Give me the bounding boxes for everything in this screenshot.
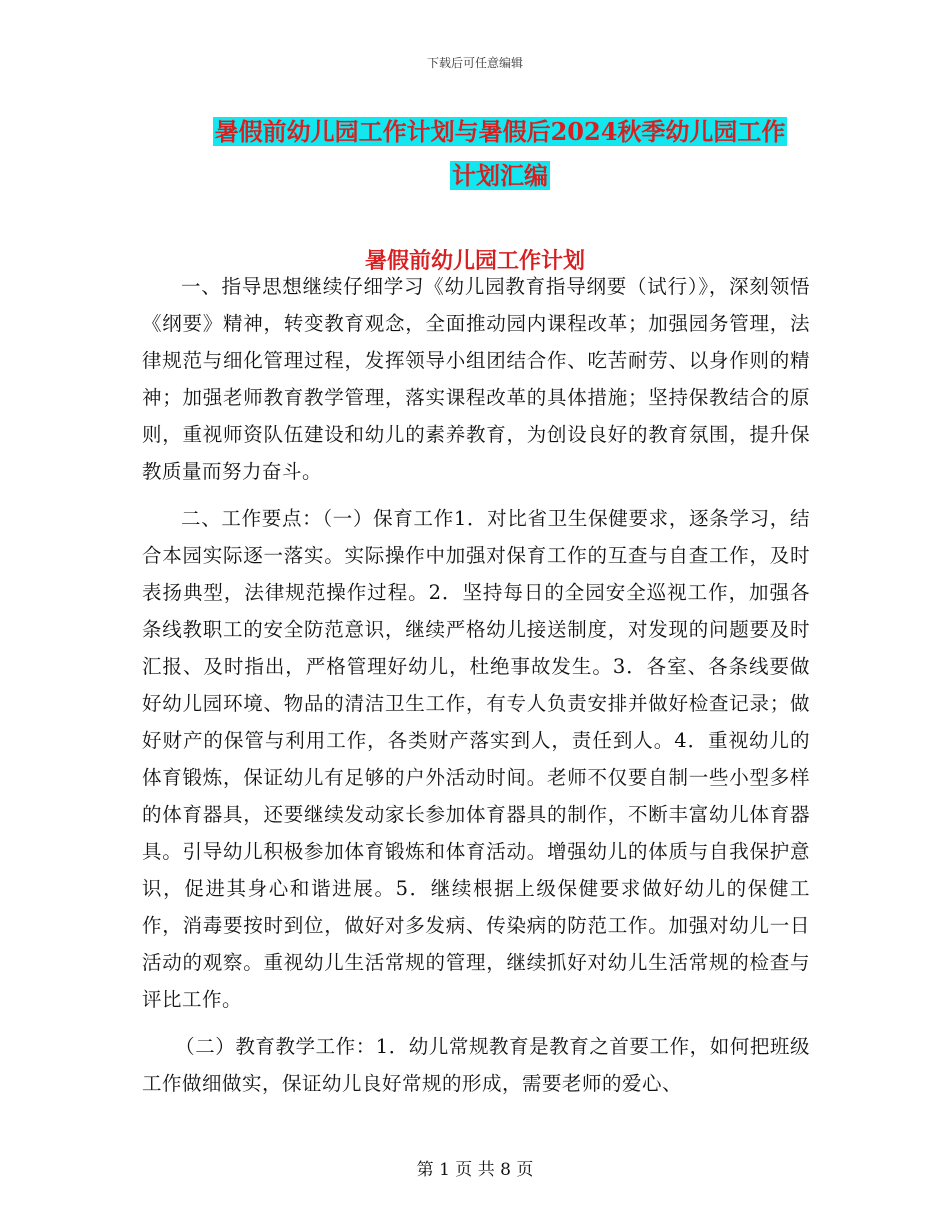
paragraph-guiding-ideology: 一、指导思想继续仔细学习《幼儿园教育指导纲要（试行）》，深刻领悟《纲要》精神，转变教育观念，全面推动园内课程改革；加强园务管理，法律规范与细化管理过程，发挥领导小组团结合作、吃苦耐劳、以身作则的精神；加强老师教育教学管理，落实课程改革的具体措施；坚持保教结合的原则，重视师资队伍建设和幼儿的素养教育，为创设良好的教育氛围，提升保教质量而努力奋斗。: [142, 275, 810, 483]
page-number: 第 1 页 共 8 页: [416, 1160, 534, 1180]
document-body: [142, 268, 810, 1112]
paragraph-work-points: 二、工作要点：（一）保育工作1．对比省卫生保健要求，逐条学习，结合本园实际逐一落实。实际操作中加强对保育工作的互查与自查工作，及时表扬典型，法律规范操作过程。2．坚持每日的全园安全巡视工作，加强各条线教职工的安全防范意识，继续严格幼儿接送制度，对发现的问题要及时汇报、及时指出，严格管理好幼儿，杜绝事故发生。3．各室、各条线要做好幼儿园环境、物品的清洁卫生工作，有专人负责安排并做好检查记录；做好财产的保管与利用工作，各类财产落实到人，责任到人。4．重视幼儿的体育锻炼，保证幼儿有足够的户外活动时间。老师不仅要自制一些小型多样的体育器具，还要继续发动家长参加体育器具的制作，不断丰富幼儿体育器具。引导幼儿积极参加体育锻炼和体育活动。增强幼儿的体质与自我保护意识，促进其身心和谐进展。5．继续根据上级保健要求做好幼儿的保健工作，消毒要按时到位，做好对多发病、传染病的防范工作。加强对幼儿一日活动的观察。重视幼儿生活常规的管理，继续抓好对幼儿生活常规的检查与评比工作。: [142, 507, 810, 1011]
header-note: 下载后可任意编辑: [426, 56, 523, 70]
section-title: 暑假前幼儿园工作计划: [364, 248, 585, 274]
document-title: [150, 110, 850, 198]
document-title-line-1: 暑假前幼儿园工作计划与暑假后2024秋季幼儿园工作: [214, 117, 786, 146]
document-title-line-2: 计划汇编: [452, 161, 548, 190]
paragraph-teaching-work: （二）教育教学工作：1．幼儿常规教育是教育之首要工作，如何把班级工作做细做实，保证幼儿良好常规的形成，需要老师的爱心、: [142, 1035, 810, 1095]
